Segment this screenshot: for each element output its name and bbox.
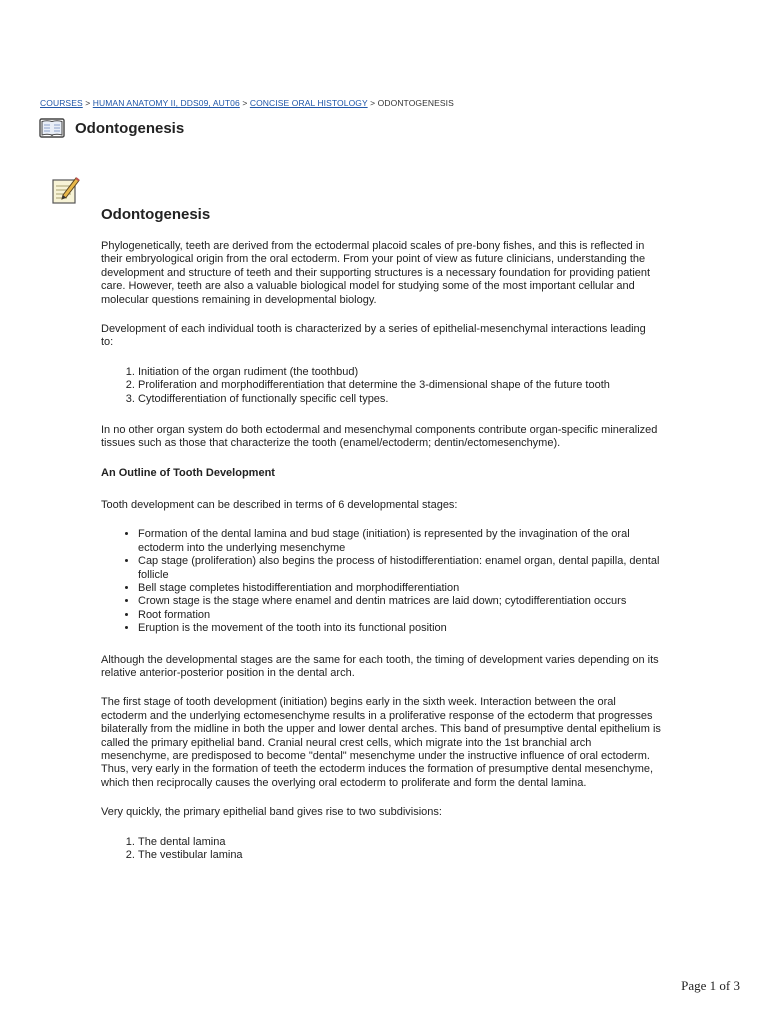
paragraph: In no other organ system do both ectodermal and mesenchymal components contribute organ-specific mineralized tissues such as those that characterize the tooth (enamel/ectoderm; dentin/ectomesenchyme). — [101, 424, 658, 450]
list-item: 2. Proliferation and morphodifferentiation that determine the 3-dimensional shape of the future tooth — [138, 379, 661, 392]
book-icon — [39, 117, 65, 139]
breadcrumb — [40, 98, 454, 108]
paragraph: Phylogenetically, teeth are derived from the ectodermal placoid scales of pre-bony fishes, and this is reflected in their embryological origin from the oral ectoderm. From your point of view as future clinicians, understanding the development and structure of teeth and their supporting structures is a necessary foundation for providing patient care. However, teeth are also a valuable biological model for studying some of the most important cellular and molecular questions remaining in developmental biology. — [101, 240, 651, 306]
list-item: 1. Initiation of the organ rudiment (the toothbud) — [138, 366, 661, 379]
paragraph: Tooth development can be described in terms of 6 developmental stages: — [101, 498, 458, 511]
breadcrumb-separator: > — [242, 98, 248, 108]
list-item: • Eruption is the movement of the tooth into its functional position — [138, 622, 661, 635]
list-item: 2. The vestibular lamina — [138, 849, 661, 862]
breadcrumb-current: ODONTOGENESIS — [377, 98, 454, 108]
list-item: • Cap stage (proliferation) also begins the process of histodifferentiation: enamel organ, dental papilla, dental follicle — [138, 555, 661, 582]
list-item: • Bell stage completes histodifferentiation and morphodifferentiation — [138, 582, 661, 595]
breadcrumb-link-histology[interactable]: CONCISE ORAL HISTOLOGY — [249, 98, 368, 108]
paragraph: The first stage of tooth development (initiation) begins early in the sixth week. Interaction between the oral ectoderm and the underlying ectomesenchyme results in a proliferative response of the ectoderm that progresses bilaterally from the midline in both the upper and lower dental arches. This band of presumptive dental epithelium is called the primary epithelial band. Cranial neural crest cells, which migrate into the 1st branchial arch mesenchyme, are predisposed to become "dental" mesenchyme under the instructive influence of oral ectoderm. Thus, very early in the formation of teeth the ectoderm induces the formation of presumptive dental mesenchyme, which then reciprocally causes the overlying oral ectoderm to proliferate and form the dental lamina. — [101, 696, 661, 789]
breadcrumb-link-course[interactable]: HUMAN ANATOMY II, DDS09, AUT06 — [92, 98, 240, 108]
paragraph: Very quickly, the primary epithelial band gives rise to two subdivisions: — [101, 806, 442, 819]
list-item: 1. The dental lamina — [138, 836, 661, 849]
article-content — [101, 206, 661, 880]
list-item: • Root formation — [138, 609, 661, 622]
page-title: Odontogenesis — [75, 119, 185, 137]
page-number: Page 1 of 3 — [681, 978, 740, 993]
breadcrumb-link-courses[interactable]: COURSES — [40, 98, 83, 108]
list-item: 3. Cytodifferentiation of functionally specific cell types. — [138, 393, 661, 406]
paragraph: Development of each individual tooth is characterized by a series of epithelial-mesenchymal interactions leading to: — [101, 323, 646, 349]
notepad-pencil-icon — [51, 175, 81, 205]
list-item: • Formation of the dental lamina and bud stage (initiation) is represented by the invagination of the oral ectoderm into the underlying mesenchyme — [138, 528, 661, 555]
numbered-list — [101, 836, 661, 863]
numbered-list — [101, 366, 661, 406]
section-heading: An Outline of Tooth Development — [101, 466, 275, 479]
page-header — [39, 117, 184, 139]
list-item: • Crown stage is the stage where enamel and dentin matrices are laid down; cytodifferentiation occurs — [138, 595, 661, 608]
article-title: Odontogenesis — [101, 206, 211, 223]
breadcrumb-separator: > — [85, 98, 91, 108]
breadcrumb-separator: > — [370, 98, 376, 108]
paragraph: Although the developmental stages are the same for each tooth, the timing of development varies depending on its relative anterior-posterior position in the dental arch. — [101, 653, 659, 679]
bullet-list — [101, 528, 661, 635]
